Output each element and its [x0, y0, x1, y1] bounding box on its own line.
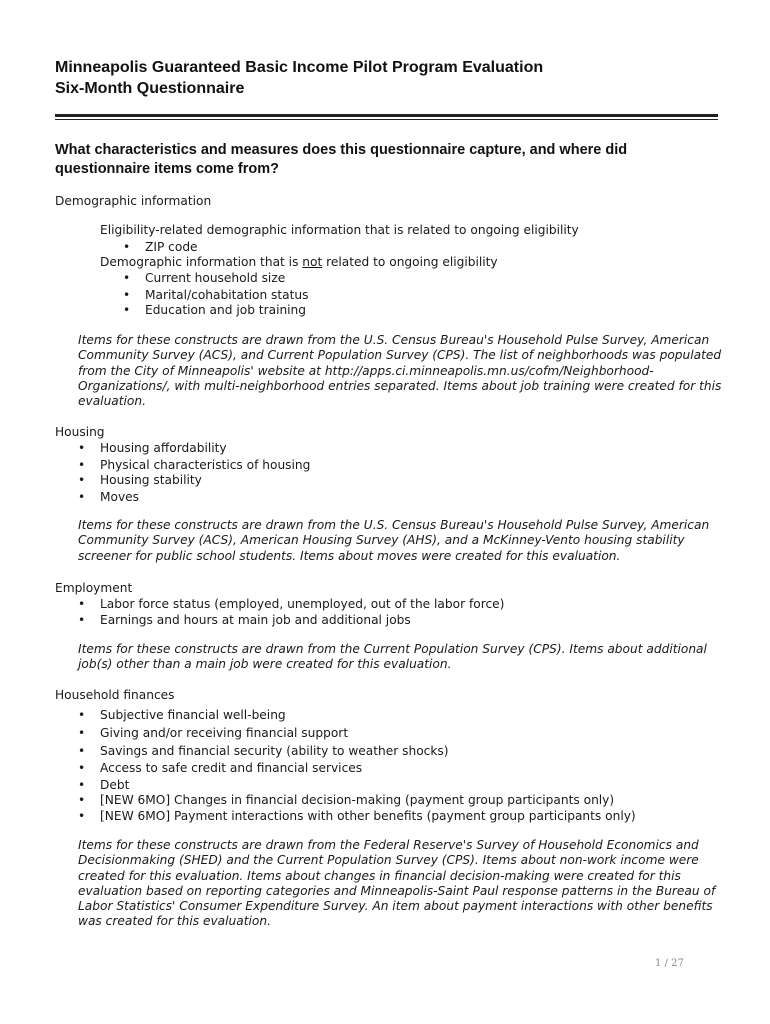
title-line-2: Six-Month Questionnaire	[55, 80, 245, 97]
list-item: • Moves	[78, 490, 140, 504]
list-item: • [NEW 6MO] Payment interactions with other benefits (payment group participants only)	[78, 809, 636, 823]
finances-heading: Household finances	[55, 688, 175, 702]
list-item: • ZIP code	[123, 240, 198, 254]
list-item: • Access to safe credit and financial services	[78, 761, 363, 775]
list-item: • [NEW 6MO] Changes in financial decision-making (payment group participants only)	[78, 793, 615, 807]
employment-note: Items for these constructs are drawn from the Current Population Survey (CPS). Items about additional job(s) other than a main job were created for this evaluation.	[78, 642, 707, 672]
housing-heading: Housing	[55, 425, 105, 439]
title-rule-thick	[55, 114, 718, 117]
list-item: • Debt	[78, 778, 130, 792]
page-number: 1 / 27	[655, 958, 684, 969]
title-line-1: Minneapolis Guaranteed Basic Income Pilot Program Evaluation	[55, 59, 544, 76]
list-item: • Earnings and hours at main job and additional jobs	[78, 613, 411, 627]
list-item: • Giving and/or receiving financial support	[78, 726, 349, 740]
title-rule-thin	[55, 119, 718, 120]
section-question: What characteristics and measures does this questionnaire capture, and where did questionnaire items come from?	[55, 142, 628, 177]
housing-note: Items for these constructs are drawn from the U.S. Census Bureau's Household Pulse Survey, American Community Survey (ACS), American Housing Survey (AHS), and a McKinney-Vento housing stability screener for public school students. Items about moves were created for this evaluation.	[78, 518, 710, 563]
non-eligibility-label: Demographic information that is not related to ongoing eligibility	[100, 255, 498, 269]
list-item: • Marital/cohabitation status	[123, 288, 309, 302]
list-item: • Current household size	[123, 271, 286, 285]
demographic-note: Items for these constructs are drawn from the U.S. Census Bureau's Household Pulse Survey, American Community Survey (ACS), and Current Population Survey (CPS). The list of neighborhoods was populated from the City of Minneapolis' website at http://apps.ci.minneapolis.mn.us/cofm/Neighborhood-Organizations/, with multi-neighborhood entries separated. Items about job training were created for this evaluation.	[78, 333, 722, 409]
demographic-heading: Demographic information	[55, 194, 212, 208]
list-item: • Savings and financial security (ability to weather shocks)	[78, 744, 449, 758]
list-item: • Physical characteristics of housing	[78, 458, 311, 472]
list-item: • Housing stability	[78, 473, 202, 487]
list-item: • Education and job training	[123, 303, 307, 317]
list-item: • Housing affordability	[78, 441, 227, 455]
employment-heading: Employment	[55, 581, 133, 595]
list-item: • Labor force status (employed, unemployed, out of the labor force)	[78, 597, 505, 611]
finances-note: Items for these constructs are drawn from the Federal Reserve's Survey of Household Economics and Decisionmaking (SHED) and the Current Population Survey (CPS). Items about non-work income were created for this evaluation. Items about changes in financial decision-making were created for this evaluation based on reporting categories and Minneapolis-Saint Paul response patterns in the Bureau of Labor Statistics' Consumer Expenditure Survey. An item about payment interactions with other benefits was created for this evaluation.	[78, 838, 716, 929]
eligibility-label: Eligibility-related demographic information that is related to ongoing eligibility	[100, 223, 579, 237]
list-item: • Subjective financial well-being	[78, 708, 286, 722]
document-title	[55, 57, 543, 99]
